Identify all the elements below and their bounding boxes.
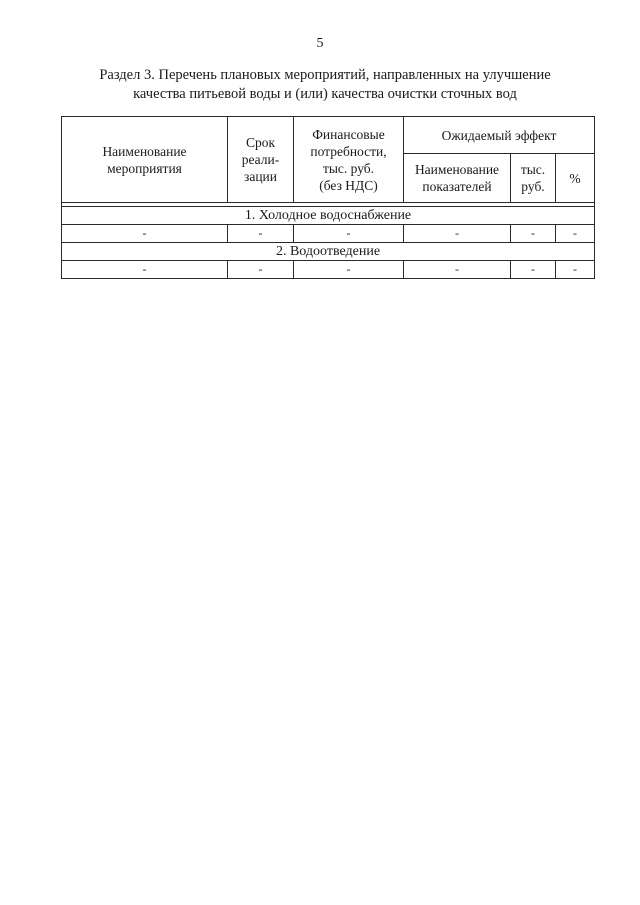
header-finance: Финансовые потребности, тыс. руб. (без НДС) xyxy=(294,117,404,203)
header-percent: % xyxy=(556,154,595,203)
section-title-line-1: Раздел 3. Перечень плановых мероприятий, направленных на улучшение xyxy=(99,67,551,83)
header-measure-name: Наименование мероприятия xyxy=(62,117,228,203)
cell-percent: - xyxy=(556,225,595,243)
cell-indicators: - xyxy=(404,225,511,243)
cell-name: - xyxy=(62,225,228,243)
cell-thousand-rub: - xyxy=(511,261,556,279)
section-title-line-2: качества питьевой воды и (или) качества очистки сточных вод xyxy=(133,86,517,102)
page-number: 5 xyxy=(316,36,324,51)
cell-term: - xyxy=(228,225,294,243)
planned-measures-table xyxy=(61,116,595,279)
header-indicators: Наименование показателей xyxy=(404,154,511,203)
cell-percent: - xyxy=(556,261,595,279)
section-title-cold-water: 1. Холодное водоснабжение xyxy=(62,207,595,225)
section-title-wastewater: 2. Водоотведение xyxy=(62,243,595,261)
header-term: Срок реали- зации xyxy=(228,117,294,203)
cell-finance: - xyxy=(294,261,404,279)
cell-finance: - xyxy=(294,225,404,243)
header-expected-effect: Ожидаемый эффект xyxy=(404,117,595,154)
cell-indicators: - xyxy=(404,261,511,279)
section-row-cold-water xyxy=(62,207,595,225)
table-row xyxy=(62,261,595,279)
cell-thousand-rub: - xyxy=(511,225,556,243)
cell-term: - xyxy=(228,261,294,279)
section-title xyxy=(60,66,590,104)
cell-name: - xyxy=(62,261,228,279)
section-row-wastewater xyxy=(62,243,595,261)
table-row xyxy=(62,225,595,243)
header-thousand-rub: тыс. руб. xyxy=(511,154,556,203)
